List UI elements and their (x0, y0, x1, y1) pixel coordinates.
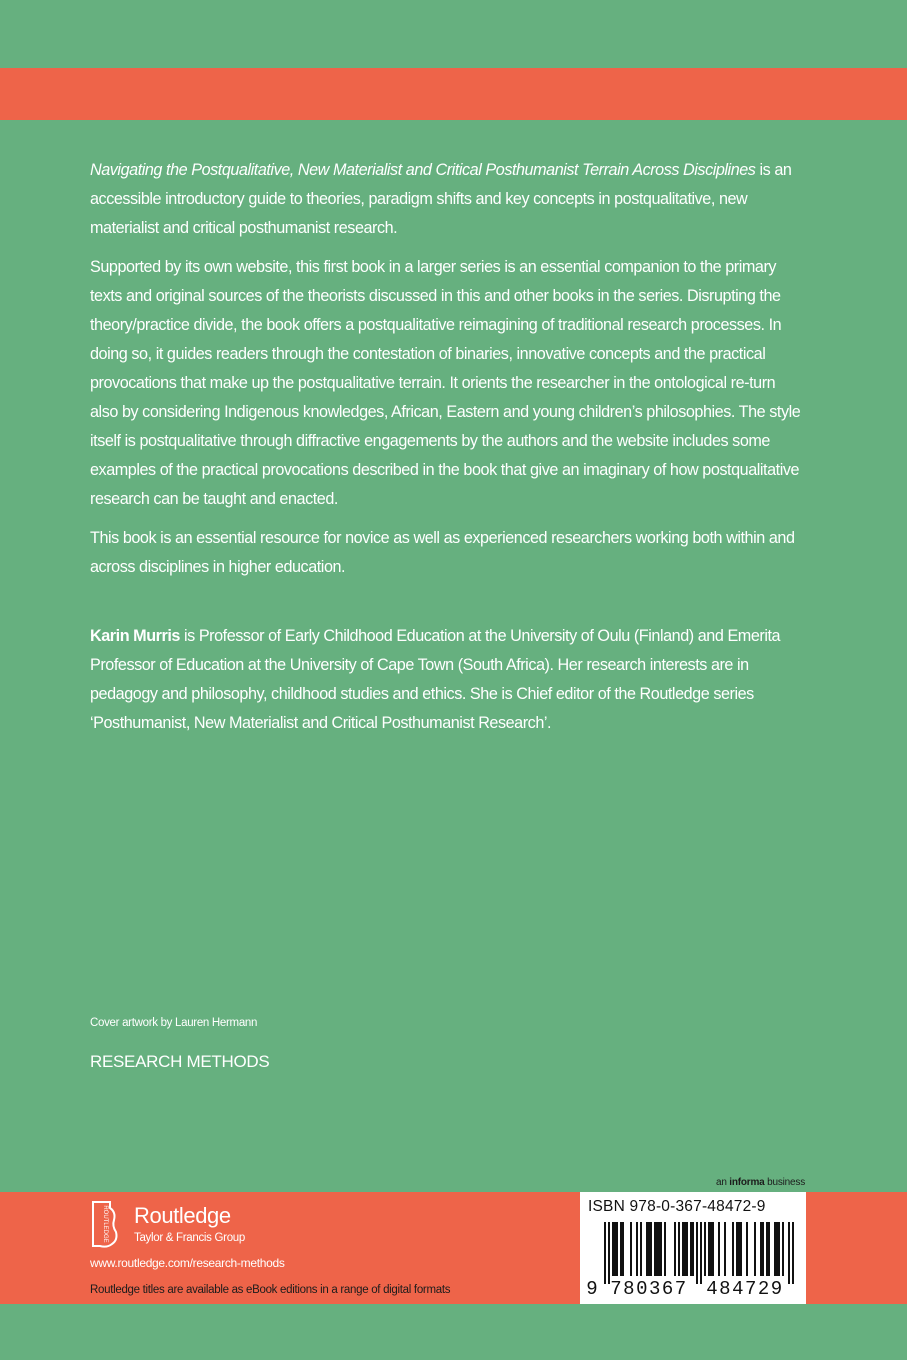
barcode-bar (686, 1222, 688, 1276)
barcode-bar (682, 1222, 684, 1276)
barcode-bar (718, 1222, 720, 1276)
top-accent-band (0, 68, 907, 120)
barcode-bar (736, 1222, 738, 1276)
barcode-bar (778, 1222, 780, 1276)
barcode-bar (614, 1222, 616, 1276)
barcode-bar (648, 1222, 650, 1276)
barcode-bar (700, 1222, 702, 1284)
barcode-bar (710, 1222, 712, 1276)
cover-credit: Cover artwork by Lauren Hermann (90, 1017, 258, 1029)
isbn-label: ISBN 978-0-367-48472-9 (588, 1198, 766, 1215)
informa-prefix: an (715, 1177, 730, 1188)
barcode-bar (622, 1222, 624, 1276)
barcode-bar (608, 1222, 610, 1284)
barcode-bar (616, 1222, 618, 1276)
barcode-bar (708, 1222, 710, 1276)
barcode-bar (760, 1222, 762, 1276)
barcode-bar (646, 1222, 648, 1276)
routledge-logo-mark-icon (90, 1200, 120, 1250)
barcode-bar (738, 1222, 740, 1276)
author-bio (90, 622, 806, 738)
barcode-bar (692, 1222, 694, 1276)
barcode-bar (690, 1222, 692, 1276)
description-p1-rest: is an accessible introductory guide to theories, paradigm shifts and key concepts in postqualitative, new materialist and critical posthumanist research. (90, 161, 792, 237)
barcode-bar (740, 1222, 742, 1276)
barcode-bar (776, 1222, 778, 1276)
back-cover-text (90, 156, 806, 748)
barcode-bar (654, 1222, 656, 1276)
barcode-bar (658, 1222, 660, 1276)
barcode-bar (620, 1222, 622, 1276)
barcode-bar (684, 1222, 686, 1276)
barcode-bar (792, 1222, 794, 1284)
publisher-group: Taylor & Francis Group (134, 1232, 245, 1244)
barcode-bar (724, 1222, 726, 1276)
barcode-right-digits: 484729 (706, 1278, 784, 1300)
barcode-bar (656, 1222, 658, 1276)
barcode-bar (788, 1222, 790, 1284)
isbn-barcode (580, 1192, 806, 1304)
barcode-bar (782, 1222, 784, 1276)
routledge-logo-letters: ROUTLEDGE (102, 1205, 108, 1243)
description-paragraph-1 (90, 156, 806, 243)
routledge-logo (90, 1200, 290, 1250)
barcode-bar (678, 1222, 680, 1276)
barcode-bar (636, 1222, 638, 1276)
informa-business-tag (700, 1177, 805, 1188)
barcode-graphic (580, 1220, 806, 1304)
author-bio-text: is Professor of Early Childhood Education at the University of Oulu (Finland) and Emerita Professor of Education at the University of Cape Town (South Africa). Her research interests are in pedagogy and philosophy, childhood studies and ethics. She is Chief editor of the Routledge series ‘Posthumanist, New Materialist and Critical Posthumanist Research’. (90, 627, 781, 732)
publisher-name: Routledge (134, 1203, 231, 1228)
description-paragraph-3: This book is an essential resource for novice as well as experienced researchers working both within and across disciplines in higher education. (90, 529, 795, 576)
barcode-bar (640, 1222, 642, 1276)
barcode-left-digits: 780367 (610, 1278, 688, 1300)
author-name: Karin Murris (90, 627, 180, 645)
barcode-bar (704, 1222, 706, 1276)
informa-brand: informa (729, 1177, 765, 1188)
barcode-bar (696, 1222, 698, 1284)
barcode-bar (664, 1222, 666, 1276)
description-paragraph-2: Supported by its own website, this first book in a larger series is an essential companion to the primary texts and original sources of the theorists discussed in this and other books in the series. Disrupting the theory/practice divide, the book offers a postqualitative reimagining of traditional research processes. In doing so, it guides readers through the contestation of binaries, innovative concepts and the practical provocations that make up the postqualitative terrain. It orients the researcher in the ontological re-turn also by considering Indigenous knowledges, African, Eastern and young children’s philosophies. The style itself is postqualitative through diffractive engagements by the authors and the website includes some examples of the practical provocations described in the book that give an imaginary of how postqualitative research can be taught and enacted. (90, 258, 801, 508)
barcode-bar (612, 1222, 614, 1276)
barcode-bar (768, 1222, 770, 1276)
ebook-note: Routledge titles are available as eBook editions in a range of digital formats (90, 1284, 451, 1296)
subject-category: RESEARCH METHODS (90, 1052, 270, 1071)
publisher-website-link[interactable]: www.routledge.com/research-methods (90, 1256, 285, 1270)
barcode-bar (754, 1222, 756, 1276)
barcode-first-digit: 9 (586, 1278, 598, 1300)
barcode-bar (766, 1222, 768, 1276)
barcode-bar (650, 1222, 652, 1276)
barcode-bars (604, 1222, 794, 1284)
barcode-bar (774, 1222, 776, 1276)
barcode-bar (674, 1222, 676, 1276)
barcode-bar (762, 1222, 764, 1276)
barcode-bar (604, 1222, 606, 1284)
barcode-bar (732, 1222, 734, 1276)
informa-suffix: business (764, 1177, 805, 1188)
book-title: Navigating the Postqualitative, New Materialist and Critical Posthumanist Terrain Across Disciplines (90, 161, 756, 179)
barcode-bar (660, 1222, 662, 1276)
barcode-bar (630, 1222, 632, 1276)
barcode-bar (712, 1222, 714, 1276)
barcode-bar (746, 1222, 748, 1276)
